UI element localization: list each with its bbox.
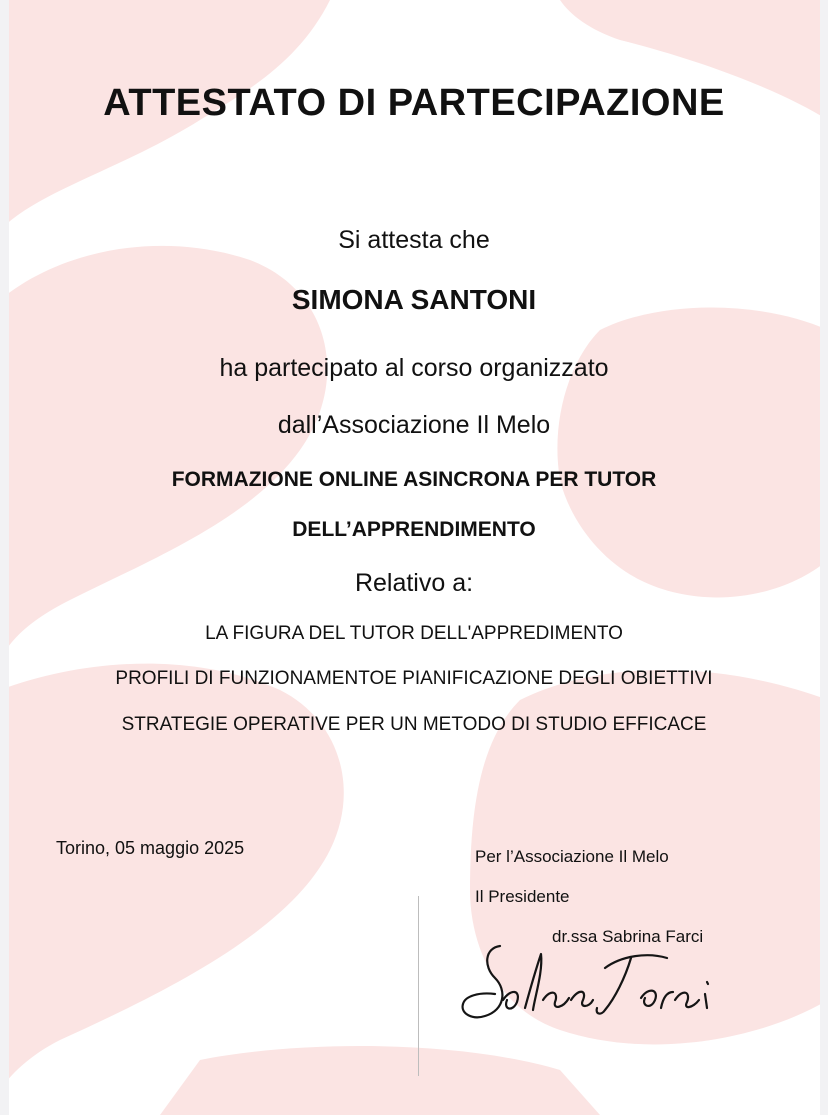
president-role: Il Presidente	[475, 887, 570, 906]
statement-line-1: ha partecipato al corso organizzato	[219, 354, 609, 382]
statement-line-2: dall’Associazione Il Melo	[277, 411, 551, 439]
participant-name: SIMONA SANTONI	[291, 284, 537, 315]
scan-crop-mark	[418, 896, 419, 1076]
topic-item: STRATEGIE OPERATIVE PER UN METODO DI STUDIO EFFICACE	[121, 714, 707, 735]
certificate-title: ATTESTATO DI PARTECIPAZIONE	[103, 82, 725, 124]
scan-left-edge	[0, 0, 9, 1115]
relative-label: Relativo a:	[354, 569, 474, 597]
course-title-line-1: FORMAZIONE ONLINE ASINCRONA PER TUTOR	[171, 468, 657, 491]
course-title-line-2: DELL’APPRENDIMENTO	[292, 518, 536, 541]
intro-text: Si attesta che	[338, 226, 490, 254]
topic-item: LA FIGURA DEL TUTOR DELL'APPREDIMENTO	[205, 623, 623, 644]
signer-name: dr.ssa Sabrina Farci	[552, 927, 704, 946]
place-date: Torino, 05 maggio 2025	[56, 838, 245, 858]
scan-right-edge	[820, 0, 828, 1115]
topic-item: PROFILI DI FUNZIONAMENTOE PIANIFICAZIONE DEGLI OBIETTIVI	[115, 668, 713, 689]
handwritten-signature	[455, 938, 735, 1028]
association-signature-line: Per l’Associazione Il Melo	[475, 847, 669, 866]
